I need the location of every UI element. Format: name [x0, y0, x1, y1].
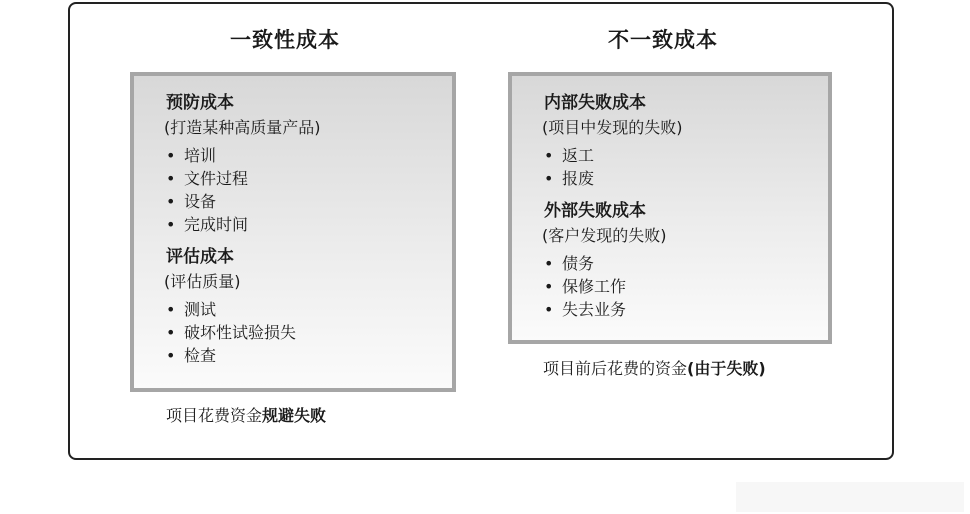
caption-emphasis: (由于失败): [687, 359, 766, 378]
section-subtitle: (评估质量): [164, 272, 241, 291]
list-item: • 检查: [166, 344, 452, 367]
nonconformance-caption: [543, 358, 766, 380]
bullet-list: [544, 144, 828, 190]
conformance-cost-heading: 一致性成本: [230, 28, 340, 52]
list-item: • 设备: [166, 190, 452, 213]
background-patch: [736, 482, 964, 512]
external-failure-cost-section: [544, 198, 828, 321]
bullet-list: [166, 144, 452, 236]
section-subtitle: (打造某种高质量产品): [164, 118, 321, 137]
conformance-cost-box: [130, 72, 456, 392]
list-item: • 测试: [166, 298, 452, 321]
list-item: • 失去业务: [544, 298, 828, 321]
list-item: • 培训: [166, 144, 452, 167]
list-item: • 完成时间: [166, 213, 452, 236]
bullet-list: [544, 252, 828, 321]
caption-text: 项目前后花费的资金: [543, 359, 688, 378]
caption-emphasis: 规避失败: [262, 406, 327, 425]
nonconformance-cost-heading: 不一致成本: [608, 28, 718, 52]
list-item: • 报废: [544, 167, 828, 190]
internal-failure-cost-section: [544, 90, 828, 190]
section-subtitle: (项目中发现的失败): [542, 118, 683, 137]
prevention-cost-section: [166, 90, 452, 236]
list-item: • 文件过程: [166, 167, 452, 190]
nonconformance-cost-box: [508, 72, 832, 344]
section-title: 评估成本: [166, 247, 234, 267]
section-title: 外部失败成本: [544, 201, 646, 221]
list-item: • 返工: [544, 144, 828, 167]
conformance-caption: [166, 405, 326, 427]
appraisal-cost-section: [166, 244, 452, 367]
list-item: • 破坏性试验损失: [166, 321, 452, 344]
section-title: 内部失败成本: [544, 93, 646, 113]
bullet-list: [166, 298, 452, 367]
list-item: • 保修工作: [544, 275, 828, 298]
caption-text: 项目花费资金: [166, 406, 263, 425]
list-item: • 债务: [544, 252, 828, 275]
section-subtitle: (客户发现的失败): [542, 226, 667, 245]
section-title: 预防成本: [166, 93, 234, 113]
